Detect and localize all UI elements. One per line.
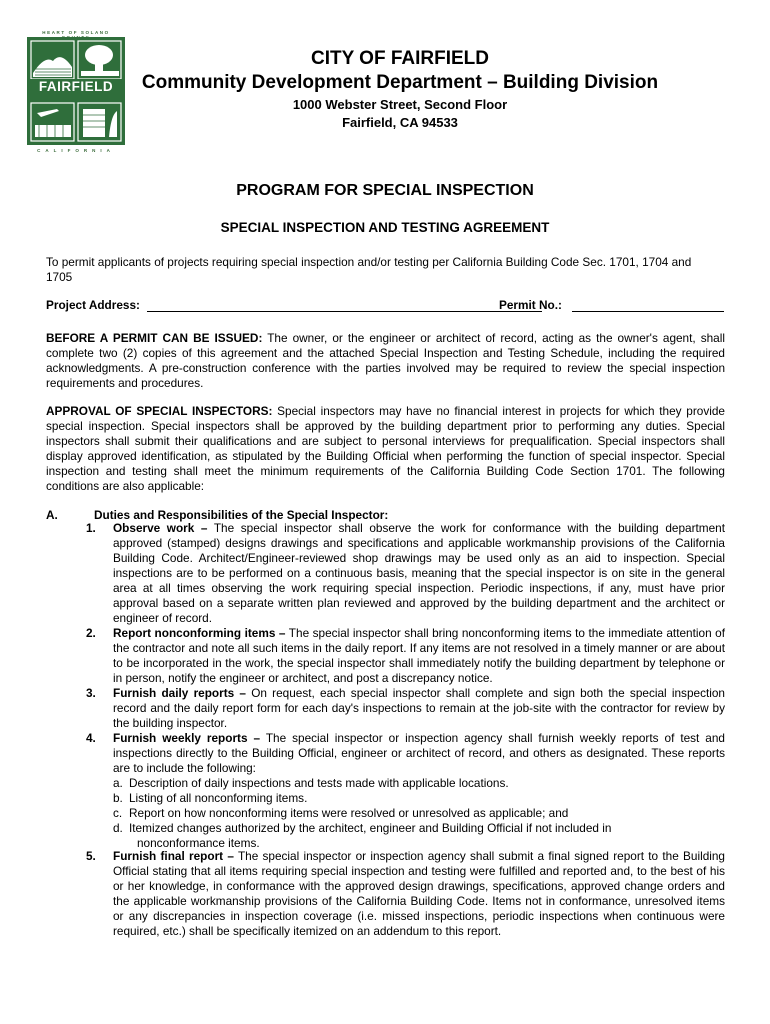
list-item-letter: a. xyxy=(113,776,123,790)
duty-item-heading: Report nonconforming items – xyxy=(113,626,286,640)
permit-no-field[interactable] xyxy=(572,311,724,312)
approval-paragraph xyxy=(46,404,725,494)
duty-item-body xyxy=(113,686,725,731)
duty-item-heading: Observe work – xyxy=(113,521,208,535)
duty-item-heading: Furnish final report – xyxy=(113,849,234,863)
list-item-text: Listing of all nonconforming items. xyxy=(129,791,308,805)
agreement-title: SPECIAL INSPECTION AND TESTING AGREEMENT xyxy=(220,220,550,235)
duty-item-number: 3. xyxy=(86,686,96,700)
duty-item-text: The special inspector or inspection agency shall furnish weekly reports of test and inspections directly to the Building Official, engineer or architect of record, and others as designated. These reports are to include the following: xyxy=(113,731,725,775)
city-logo xyxy=(27,30,125,155)
header-city-state-zip: Fairfield, CA 94533 xyxy=(342,115,458,130)
project-address-row xyxy=(46,298,726,314)
list-item xyxy=(113,806,725,821)
logo-arc-top-text: HEART OF SOLANO xyxy=(42,30,110,35)
approval-heading: APPROVAL OF SPECIAL INSPECTORS: xyxy=(46,404,273,418)
hangar-shape xyxy=(35,125,71,137)
list-item-text: Description of daily inspections and tests made with applicable locations. xyxy=(129,776,509,790)
list-item-letter: b. xyxy=(113,791,123,805)
duty-item-body xyxy=(113,731,725,776)
duty-item-number: 5. xyxy=(86,849,96,863)
header-street: 1000 Webster Street, Second Floor xyxy=(292,97,508,112)
program-title: PROGRAM FOR SPECIAL INSPECTION xyxy=(236,182,534,199)
logo-wordmark: FAIRFIELD xyxy=(27,79,125,95)
before-permit-heading: BEFORE A PERMIT CAN BE ISSUED: xyxy=(46,331,263,345)
duty-item-text: The special inspector shall observe the work for conformance with the building department approved (stamped) designs drawings and specifications and applicable workmanship provisions of the California Building Code. Architect/Engineer-reviewed shop drawings may be used only as an aid to inspection. Special inspections are to be performed on a continuous basis, meaning that the special inspector is on site in the general area at all times observing the work requiring special inspection. Periodic inspections, if any, must have prior approval based on a separate written plan reviewed and approved by the building department and the architect or engineer of record. xyxy=(113,521,725,625)
list-item-continuation-text: nonconformance items. xyxy=(137,836,260,850)
project-address-field[interactable] xyxy=(147,311,542,312)
list-item-text: Report on how nonconforming items were resolved or unresolved as applicable; and xyxy=(129,806,569,820)
list-item xyxy=(113,776,725,791)
list-item xyxy=(113,821,725,836)
list-item-letter: d. xyxy=(113,821,123,835)
duty-item-body xyxy=(113,626,725,686)
list-item xyxy=(113,791,725,806)
approval-text: Special inspectors may have no financial interest in projects for which they provide special inspection. Special inspectors shall be approved by the building department prior to performing any duties. Special inspectors shall submit their qualifications and are subject to personal interviews for prequalification. Special inspectors shall display approved identification, as stipulated by the Building Official when performing the function of special inspector. Special inspection and testing shall meet the minimum requirements of the California Building Code Section 1701. The following conditions are also applicable: xyxy=(46,404,725,493)
duty-item-text: On request, each special inspector shall complete and sign both the special inspection record and the daily report form for each day's inspections to remain at the job-site with the contractor for review by the building inspector. xyxy=(113,686,725,730)
duty-item-body xyxy=(113,521,725,626)
duty-item-body xyxy=(113,849,725,939)
duty-item-number: 2. xyxy=(86,626,96,640)
section-a-letter: A. xyxy=(46,508,58,522)
before-permit-paragraph xyxy=(46,331,725,391)
project-address-label: Project Address: xyxy=(46,298,140,312)
duty-item-number: 1. xyxy=(86,521,96,535)
duty-item-text: The special inspector shall bring nonconforming items to the immediate attention of the contractor and note all such items in the daily report. If any items are not resolved in a timely manner or are about to be incorporated in the work, the special inspector shall immediately notify the building department by telephone or in person, notify the engineer or architect, and post a discrepancy notice. xyxy=(113,626,725,685)
building-shape xyxy=(83,109,105,137)
duty-item-number: 4. xyxy=(86,731,96,745)
duty-item-text: The special inspector or inspection agency shall submit a final signed report to the Building Official stating that all items requiring special inspection and testing were fulfilled and reported and, to the best of his or her knowledge, in conformance with the approved design drawings, specifications, approved change orders and the applicable workmanship provisions of the California Building Code. Items not in conformance, unresolved items or any discrepancies in inspection coverage (i.e. missed inspections, periodic inspections when continuous were required, etc.) shall be specifically itemized on an addendum to this report. xyxy=(113,849,725,938)
list-item-text: Itemized changes authorized by the architect, engineer and Building Official if not included in xyxy=(129,821,612,835)
header-city: CITY OF FAIRFIELD xyxy=(310,48,490,69)
list-item-letter: c. xyxy=(113,806,123,820)
header-department: Community Development Department – Building Division xyxy=(141,72,659,93)
logo-arc-bottom-text: CALIFORNIA xyxy=(37,148,115,153)
section-a-title: Duties and Responsibilities of the Special Inspector: xyxy=(94,508,389,522)
permit-no-label: Permit No.: xyxy=(499,298,562,312)
duty-item-heading: Furnish daily reports – xyxy=(113,686,246,700)
report-contents-list xyxy=(113,776,725,851)
intro-paragraph: To permit applicants of projects requiring special inspection and/or testing per California Building Code Sec. 1701, 1704 and 1705 xyxy=(46,255,692,284)
before-permit-text: The owner, or the engineer or architect of record, acting as the owner's agent, shall complete two (2) copies of this agreement and the attached Special Inspection and Testing Schedule, including the required acknowledgments. A pre-construction conference with the parties involved may be required to review the special inspection requirements and procedures. xyxy=(46,331,725,390)
duty-item-heading: Furnish weekly reports – xyxy=(113,731,261,745)
